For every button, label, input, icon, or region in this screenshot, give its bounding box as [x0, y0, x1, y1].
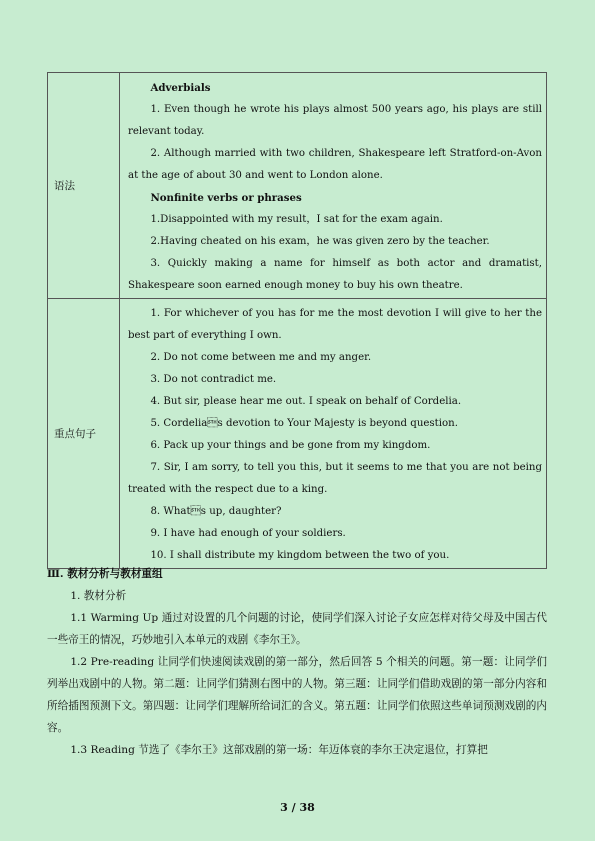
key-sentence-9: 9. I have had enough of your soldiers.	[150, 528, 346, 539]
nonfinite-heading: Nonfinite verbs or phrases	[150, 192, 302, 204]
nonfinite-example-3: 3. Quickly making a name for himself as both actor and dramatist, Shakespeare soon earned enough money to buy his own theatre.	[128, 258, 542, 291]
key-sentences-content	[120, 299, 547, 569]
section-title: Ⅲ. 教材分析与教材重组	[47, 568, 163, 580]
key-sentence-4: 4. But sir, please hear me out. I speak on behalf of Cordelia.	[150, 396, 462, 407]
adverbial-example-2: 2. Although married with two children, Shakespeare left Stratford-on-Avon at the age of about 30 and went to London alone.	[128, 148, 542, 181]
key-sentences-label: 重点句子	[48, 299, 120, 569]
key-sentence-10: 10. I shall distribute my kingdom between the two of you.	[150, 550, 450, 561]
grammar-row	[48, 73, 547, 299]
page-number: 3 / 38	[280, 801, 315, 814]
key-sentences-row	[48, 299, 547, 569]
grammar-label: 语法	[48, 73, 120, 299]
section-paragraph-1: 1.1 Warming Up 通过对设置的几个问题的讨论，使同学们深入讨论子女应怎样对待父母及中国古代一些帝王的情况，巧妙地引入本单元的戏剧《李尔王》。	[47, 612, 547, 646]
section-paragraph-3: 1.3 Reading 节选了《李尔王》这部戏剧的第一场：年迈体衰的李尔王决定退位，打算把	[70, 744, 488, 756]
key-sentence-2: 2. Do not come between me and my anger.	[150, 352, 372, 363]
adverbial-example-1: 1. Even though he wrote his plays almost 500 years ago, his plays are still relevant today.	[128, 104, 542, 137]
key-sentence-1: 1. For whichever of you has for me the most devotion I will give to her the best part of everything I own.	[128, 308, 542, 341]
section-subheading: 1. 教材分析	[70, 590, 127, 602]
key-sentence-6: 6. Pack up your things and be gone from my kingdom.	[150, 440, 431, 451]
content-table	[47, 72, 547, 569]
nonfinite-example-2: 2.Having cheated on his exam，he was given zero by the teacher.	[150, 236, 490, 247]
key-sentence-7: 7. Sir, I am sorry, to tell you this, but it seems to me that you are not being treated with the respect due to a king.	[128, 462, 542, 495]
key-sentence-5: 5. Cordelias devotion to Your Majesty is beyond question.	[150, 418, 458, 429]
key-sentence-3: 3. Do not contradict me.	[150, 374, 277, 385]
section-paragraph-2: 1.2 Pre-reading 让同学们快速阅读戏剧的第一部分，然后回答 5 个相关的问题。第一题：让同学们列举出戏剧中的人物。第二题：让同学们猜测右图中的人物。第三题：让同学们借助戏剧的第一部分内容和所给插图预测下文。第四题：让同学们理解所给词汇的含义。第五题：让同学们依照这些单词预测戏剧的内容。	[47, 656, 547, 734]
grammar-content	[120, 73, 547, 299]
key-sentence-8: 8. Whats up, daughter?	[150, 506, 282, 517]
adverbials-heading: Adverbials	[150, 82, 211, 94]
nonfinite-example-1: 1.Disappointed with my result，I sat for the exam again.	[150, 214, 443, 225]
